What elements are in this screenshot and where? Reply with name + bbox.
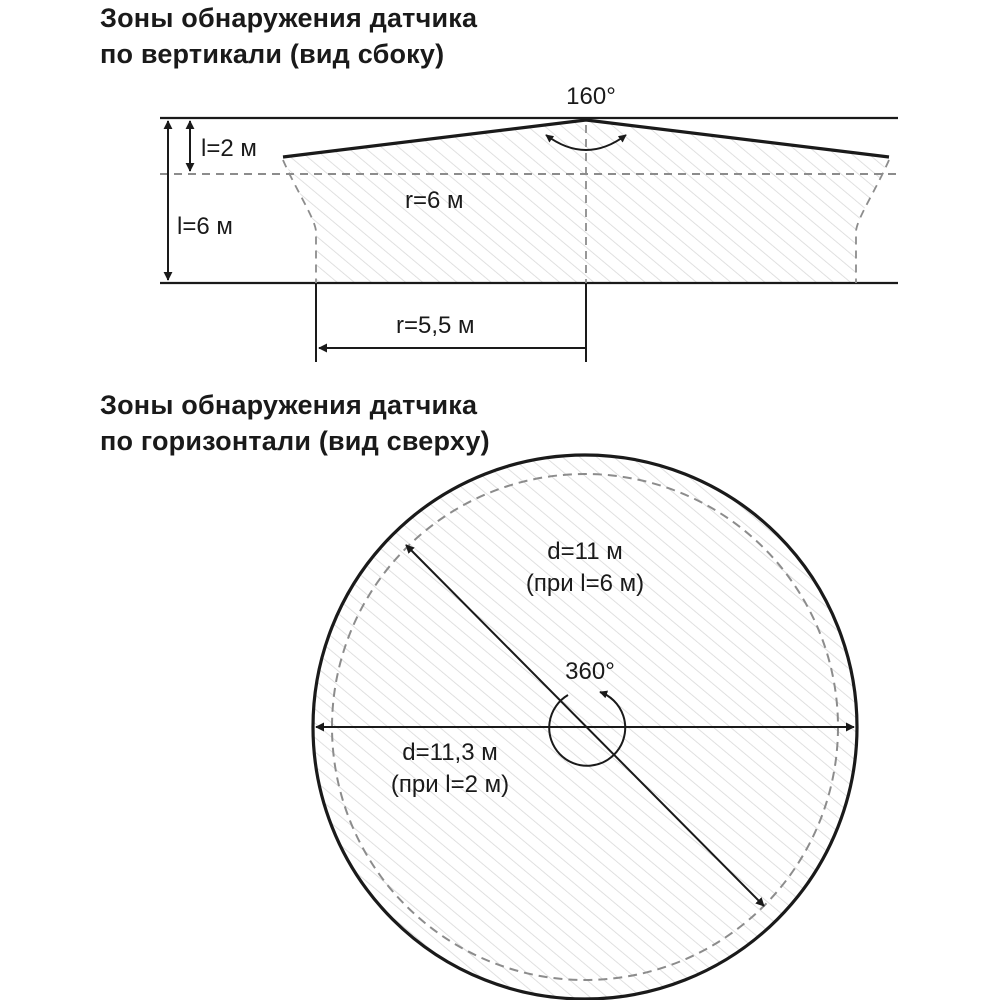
radius-5-5m-label: r=5,5 м	[396, 312, 475, 339]
angle-360-label: 360°	[565, 658, 615, 685]
angle-160-label: 160°	[566, 83, 616, 110]
side-view	[160, 83, 898, 362]
diameter-11m-note: (при l=6 м)	[525, 570, 645, 597]
top-view-title-line1: Зоны обнаружения датчика	[100, 390, 478, 420]
side-view-title-line2: по вертикали (вид сбоку)	[100, 39, 445, 69]
top-view	[313, 455, 857, 999]
height-6m-label: l=6 м	[177, 213, 233, 240]
top-view-title-line2: по горизонтали (вид сверху)	[100, 426, 490, 456]
diameter-11m-label: d=11 м	[547, 538, 623, 565]
height-2m-label: l=2 м	[201, 135, 257, 162]
diameter-11-3m-note: (при l=2 м)	[390, 771, 510, 798]
side-view-title-line1: Зоны обнаружения датчика	[100, 3, 478, 33]
diameter-11-3m-label: d=11,3 м	[402, 739, 498, 766]
radius-6m-label: r=6 м	[405, 187, 464, 214]
